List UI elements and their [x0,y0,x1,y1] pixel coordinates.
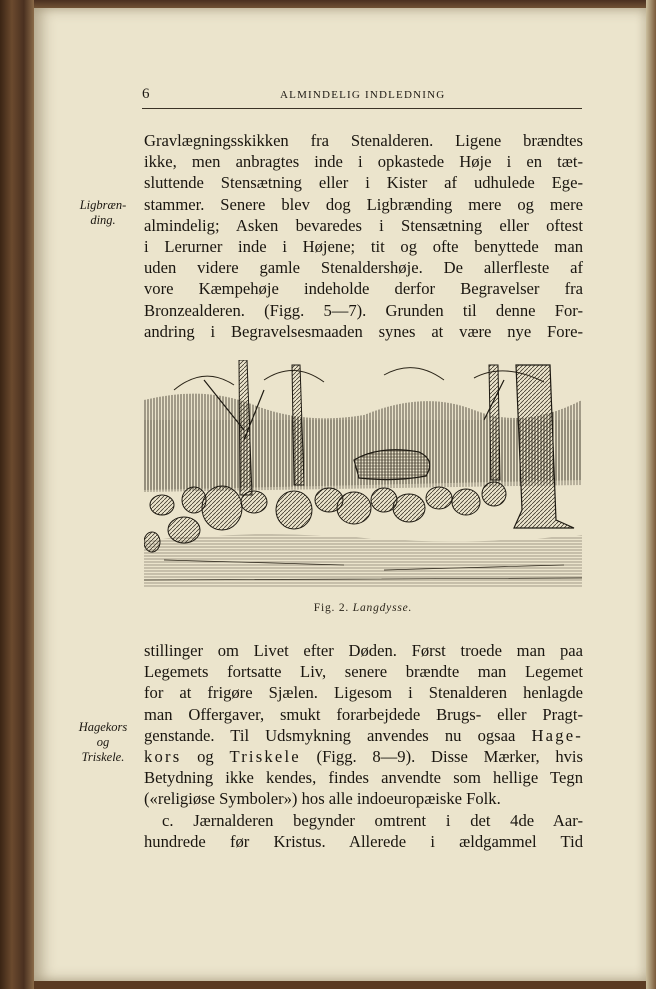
text-line: vore Kæmpehøje indeholde derfor Begravelser fra [144,279,583,299]
text-line: i Lerurner inde i Højene; tit og ofte benyttede man [144,236,583,256]
margin-note-line: ding. [90,213,116,227]
margin-note-line: Hagekors [78,720,128,734]
text-line: Legemets fortsatte Liv, senere brændte man Legemet [144,662,583,682]
text-line: hundrede før Kristus. Allerede i ældgammel Tid [144,831,583,851]
term-triskele: Triskele [229,746,301,766]
margin-note-line: Ligbræn- [79,198,127,212]
text-line [144,746,583,767]
text-line: Gravlægningsskikken fra Stenalderen. Ligene brændtes [144,131,583,150]
text-line: ikke, men anbragtes inde i opkastede Høje i en tæt- [144,152,583,172]
text-run: (Figg. 8—9). Disse Mærker, hvis [300,746,583,766]
text-block-1 [144,130,583,342]
figure-langdysse-engraving [144,360,582,588]
text-line: («religiøse Symboler») hos alle indoeuropæiske Folk. [144,789,501,809]
text-line: man Offergaver, smukt forarbejdede Brugs- eller Pragt- [144,704,583,724]
text-line: c. Jærnalderen begynder omtrent i det 4de Aar- [162,810,583,830]
margin-note-hagekors-triskele [70,720,136,765]
figure-title: Langdysse. [352,602,413,614]
figure-label: Fig. 2. [313,602,350,614]
margin-note-line: Triskele. [81,750,125,764]
text-line [144,725,583,746]
text-line: for at frigøre Sjælen. Ligesom i Stenalderen henlagde [144,683,583,703]
text-line: sluttende Stensætning eller i Kister af udhulede Ege- [144,173,583,193]
section-title: ALMINDELIG INDLEDNING [280,89,446,101]
term-hagekors: Hage- [531,725,583,745]
text-line: uden videre gamle Stenaldershøje. De allerfleste af [144,258,583,278]
text-line: andring i Begravelsesmaaden synes at være nye Fore- [144,321,583,341]
book-binding-left [0,0,34,989]
text-line: stillinger om Livet efter Døden. Først troede man paa [144,641,583,660]
term-kors: kors [144,746,182,766]
text-run: genstande. Til Udsmykning anvendes nu ogsaa [144,725,532,745]
text-line: stammer. Senere blev dog Ligbrænding mere og mere [144,194,583,214]
text-line: almindelig; Asken bevaredes i Stensætning eller oftest [144,215,583,235]
margin-note-ligbraending [70,198,136,228]
book-binding-right [646,0,656,989]
running-head [142,86,582,109]
text-block-2 [144,640,583,852]
langdysse-illustration [144,360,582,588]
margin-note-line: og [96,735,110,749]
text-run: og [181,746,230,766]
text-line: Bronzealderen. (Figg. 5—7). Grunden til denne For- [144,300,583,320]
text-line: Betydning ikke kendes, findes anvendte som hellige Tegn [144,768,583,788]
figure-caption [144,602,582,614]
page-number: 6 [142,86,150,102]
